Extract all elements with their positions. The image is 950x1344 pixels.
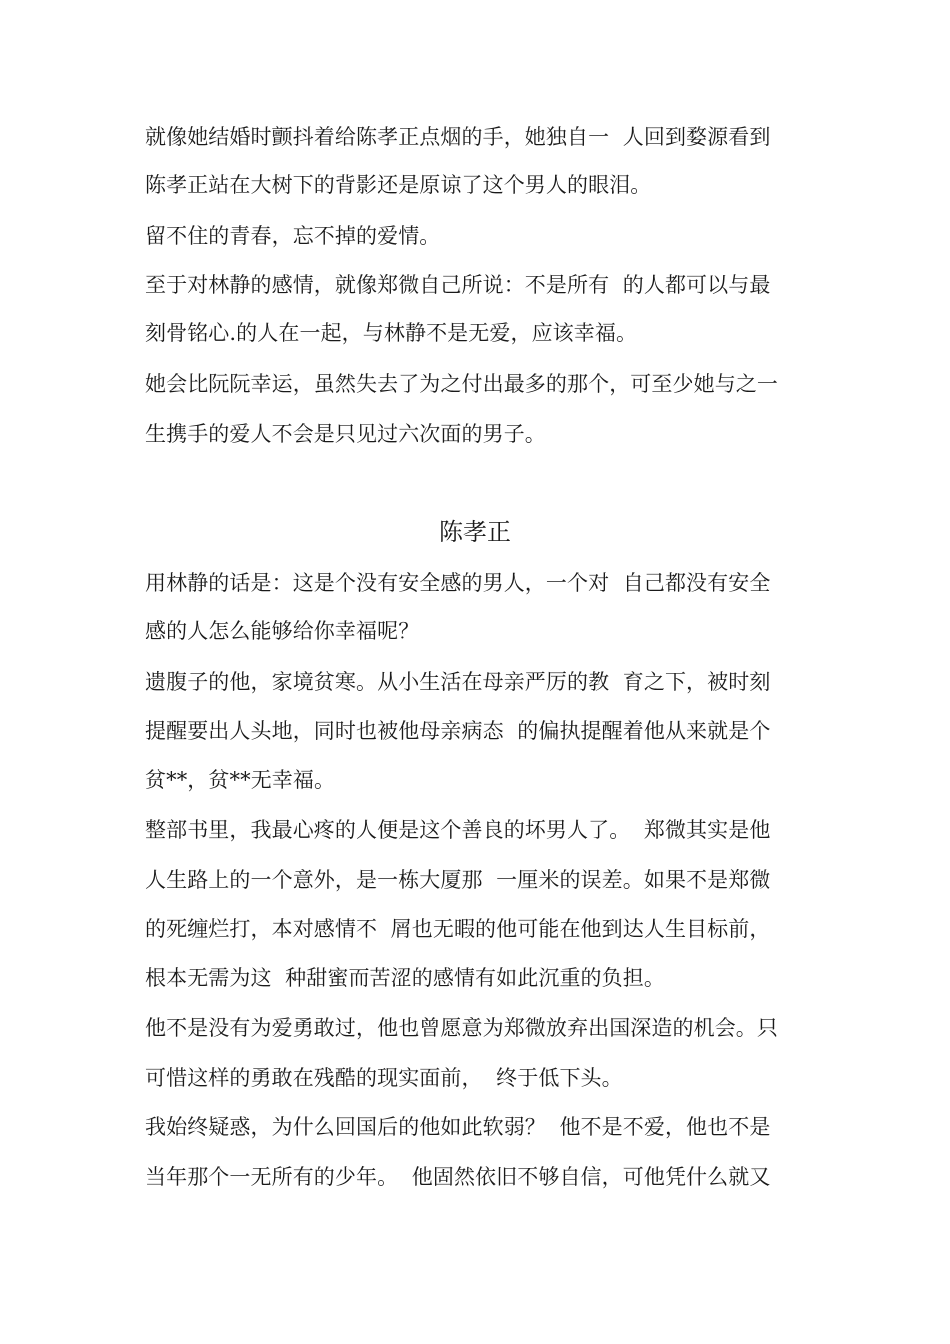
paragraph-line: 生携手的爱人不会是只见过六次面的男子。: [145, 422, 546, 446]
paragraph-line: 我始终疑惑，为什么回国后的他如此软弱？ 他不是不爱，他也不是: [145, 1115, 771, 1139]
paragraph-line: 的死缠烂打，本对感情不 屑也无暇的他可能在他到达人生目标前，: [145, 917, 771, 941]
section-heading: 陈孝正: [439, 518, 511, 546]
paragraph-line: 她会比阮阮幸运，虽然失去了为之付出最多的那个，可至少她与之一: [145, 372, 778, 396]
paragraph-line: 遗腹子的他，家境贫寒。从小生活在母亲严厉的教 育之下，被时刻: [145, 670, 771, 694]
paragraph-line: 至于对林静的感情，就像郑微自己所说：不是所有 的人都可以与最: [145, 273, 771, 297]
paragraph-line: 当年那个一无所有的少年。 他固然依旧不够自信，可他凭什么就又: [145, 1165, 771, 1189]
paragraph-line: 人生路上的一个意外，是一栋大厦那 一厘米的误差。如果不是郑微: [145, 868, 771, 892]
paragraph-line: 贫**，贫**无幸福。: [145, 768, 336, 792]
paragraph-line: 用林静的话是：这是个没有安全感的男人，一个对 自己都没有安全: [145, 571, 771, 595]
paragraph-line: 可惜这样的勇敢在残酷的现实面前， 终于低下头。: [145, 1066, 623, 1090]
paragraph-line: 他不是没有为爱勇敢过，他也曾愿意为郑微放弃出国深造的机会。只: [145, 1016, 778, 1040]
paragraph-line: 陈孝正站在大树下的背影还是原谅了这个男人的眼泪。: [145, 173, 652, 197]
paragraph-line: 整部书里，我最心疼的人便是这个善良的坏男人了。 郑微其实是他: [145, 818, 771, 842]
paragraph-line: 根本无需为这 种甜蜜而苦涩的感情有如此沉重的负担。: [145, 966, 665, 990]
paragraph-line: 就像她结婚时颤抖着给陈孝正点烟的手，她独自一 人回到婺源看到: [145, 125, 771, 149]
paragraph-line: 刻骨铭心.的人在一起，与林静不是无爱，应该幸福。: [145, 321, 638, 345]
paragraph-line: 提醒要出人头地，同时也被他母亲病态 的偏执提醒着他从来就是个: [145, 719, 771, 743]
paragraph-line: 留不住的青春，忘不掉的爱情。: [145, 224, 441, 248]
paragraph-line: 感的人怎么能够给你幸福呢？: [145, 619, 420, 643]
